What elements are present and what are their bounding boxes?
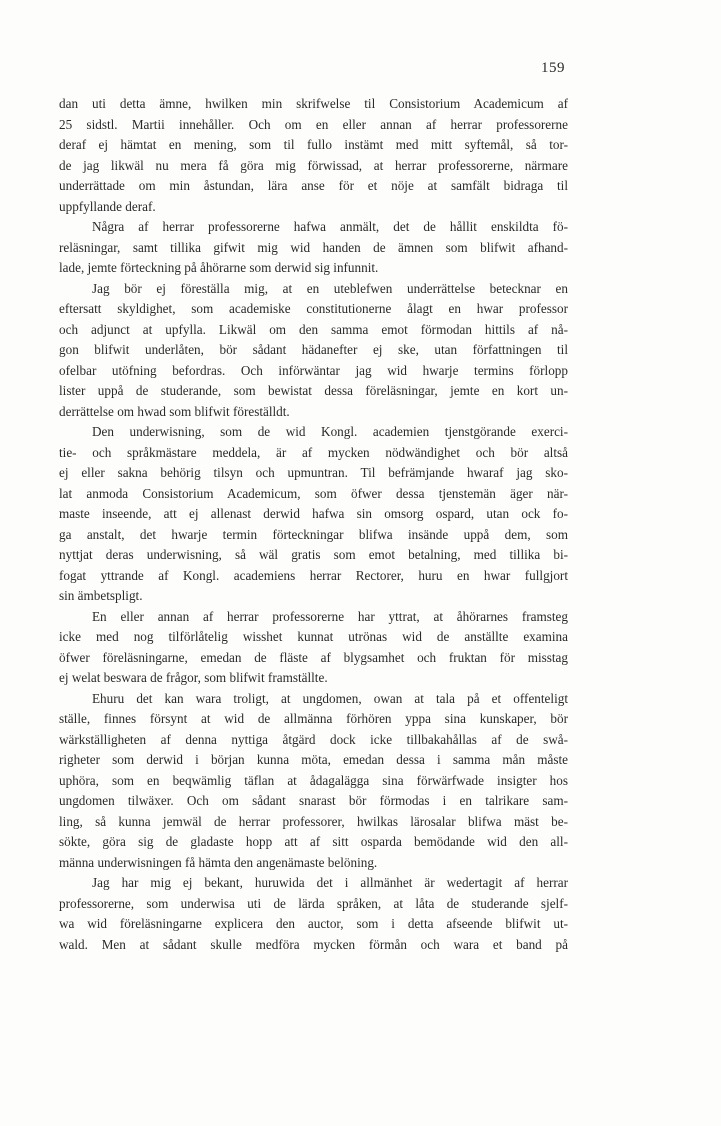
text-line: En eller annan af herrar professorerne har yttrat, at åhörarnes framsteg [92,608,568,624]
text-line: wärkställigheten af denna nyttiga åtgärd dock icke tillbakahållas af de swå- [59,731,568,747]
text-line: eftersatt skyldighet, som academiske constitutionerne ålagt en hwar professor [59,301,568,316]
text-line: 25 sidstl. Martii innehåller. Och om en eller annan af herrar professorerne [59,116,568,132]
text-line: Den underwisning, som de wid Kongl. academien tjenstgörande exerci- [92,424,568,439]
text-line: ga anstalt, det hwarje termin förteckningar blifwa insände uppå dem, som [59,526,568,542]
paragraph [59,873,568,955]
text-line: Jag bör ej föreställa mig, at en uteblefwen underrättelse betecknar en [92,280,568,296]
text-line: Jag har mig ej bekant, huruwida det i allmänhet är wedertagit af herrar [92,875,568,890]
text-line: de jag likwäl nu mera få göra mig förwissad, at herrar professorerne, närmare [59,157,568,173]
text-line: wa wid föreläsningarne explicera den auctor, som i detta afseende blifwit ut- [59,916,568,931]
text-line: lade, jemte förteckning på åhörarne som derwid sig infunnit. [59,260,379,275]
text-line: reläsningar, samt tillika gifwit mig wid handen de ämnen som blifwit afhand- [59,239,568,255]
text-line: deraf ej hämtat en mening, som til fullo instämt med mitt syftemål, så tor- [59,137,568,152]
text-line: gon blifwit underlåten, bör sådant hädanefter ej ske, utan författningen til [59,342,568,357]
text-line: männa underwisningen få hämta den angenämaste belöning. [59,854,378,870]
text-line: öfwer föreläsningarne, emedan de fläste af blygsamhet och fruktan för misstag [59,649,568,665]
text-line: uphöra, som en beqwämlig täflan at ådagalägga sina förwärfwade insigter hos [59,772,568,788]
text-line: icke med nog tilförlåtelig wisshet kunnat utrönas wid de anställte examina [59,629,568,644]
paragraph [59,422,568,607]
text-line: uppfyllande deraf. [59,198,156,214]
text-line: ej welat beswara de frågor, som blifwit framställte. [59,670,328,685]
text-line: lister uppå de studerande, som bewistat dessa föreläsningar, jemte en kort un- [59,383,568,398]
text-line: ej eller sakna behörig tilsyn och upmuntran. Til befrämjande hwaraf jag sko- [59,465,568,480]
text-line: wald. Men at sådant skulle medföra mycken förmån och wara et band på [59,936,568,952]
text-line: ling, så kunna jemwäl de herrar professorer, hwilkas lärosalar blifwa mäst be- [59,813,568,829]
text-line: derrättelse om hwad som blifwit föreställdt. [59,403,290,419]
paragraph [59,217,568,279]
text-line: ungdomen tilwäxer. Och om sådant snarast bör förmodas i en talrikare sam- [59,793,568,808]
text-line: sin ämbetspligt. [59,588,143,603]
text-line: tie- och språkmästare meddela, är af mycken nödwändighet och bör altså [59,444,568,460]
text-line: och adjunct at upfylla. Likwäl om den samma emot förmodan hittils af nå- [59,321,568,337]
paragraph [59,689,568,874]
paragraph [59,279,568,423]
text-line: ofelbar utöfning befordras. Och införwäntar jag wid hwarje termins förlopp [59,362,568,378]
text-line: sökte, göra sig de gladaste hopp att af sitt osparda bemödande wid den all- [59,834,568,849]
text-line: nyttjat deras underwisning, så wäl gratis som emot betalning, med tillika bi- [59,547,568,562]
body-text [59,94,568,955]
text-line: professorerne, som underwisa uti de lärda språken, at låta de studerande sjelf- [59,895,568,911]
text-line: dan uti detta ämne, hwilken min skrifwelse til Consistorium Academicum af [59,96,568,111]
text-line: righeter som derwid i början kunna möta, emedan dessa i samma mån måste [59,752,568,767]
text-line: ställe, finnes försynt at wid de allmänna förhören yppa sina kunskaper, bör [59,711,568,726]
paragraph [59,94,568,217]
page-number: 159 [541,60,565,76]
text-line: underrättade om min åstundan, lära anse för et nöje at samfält bidraga til [59,178,568,193]
text-line: Några af herrar professorerne hafwa anmält, det de hållit enskildta fö- [92,219,568,234]
paragraph [59,607,568,689]
text-line: maste inseende, att ej allenast derwid hafwa sin omsorg ospard, utan ock fo- [59,506,568,521]
text-line: Ehuru det kan wara troligt, at ungdomen, owan at tala på et offenteligt [92,690,568,706]
text-line: fogat yttrande af Kongl. academiens herrar Rectorer, huru en hwar fullgjort [59,567,568,583]
text-line: lat anmoda Consistorium Academicum, som öfwer dessa tjenstemän äger när- [59,485,568,501]
